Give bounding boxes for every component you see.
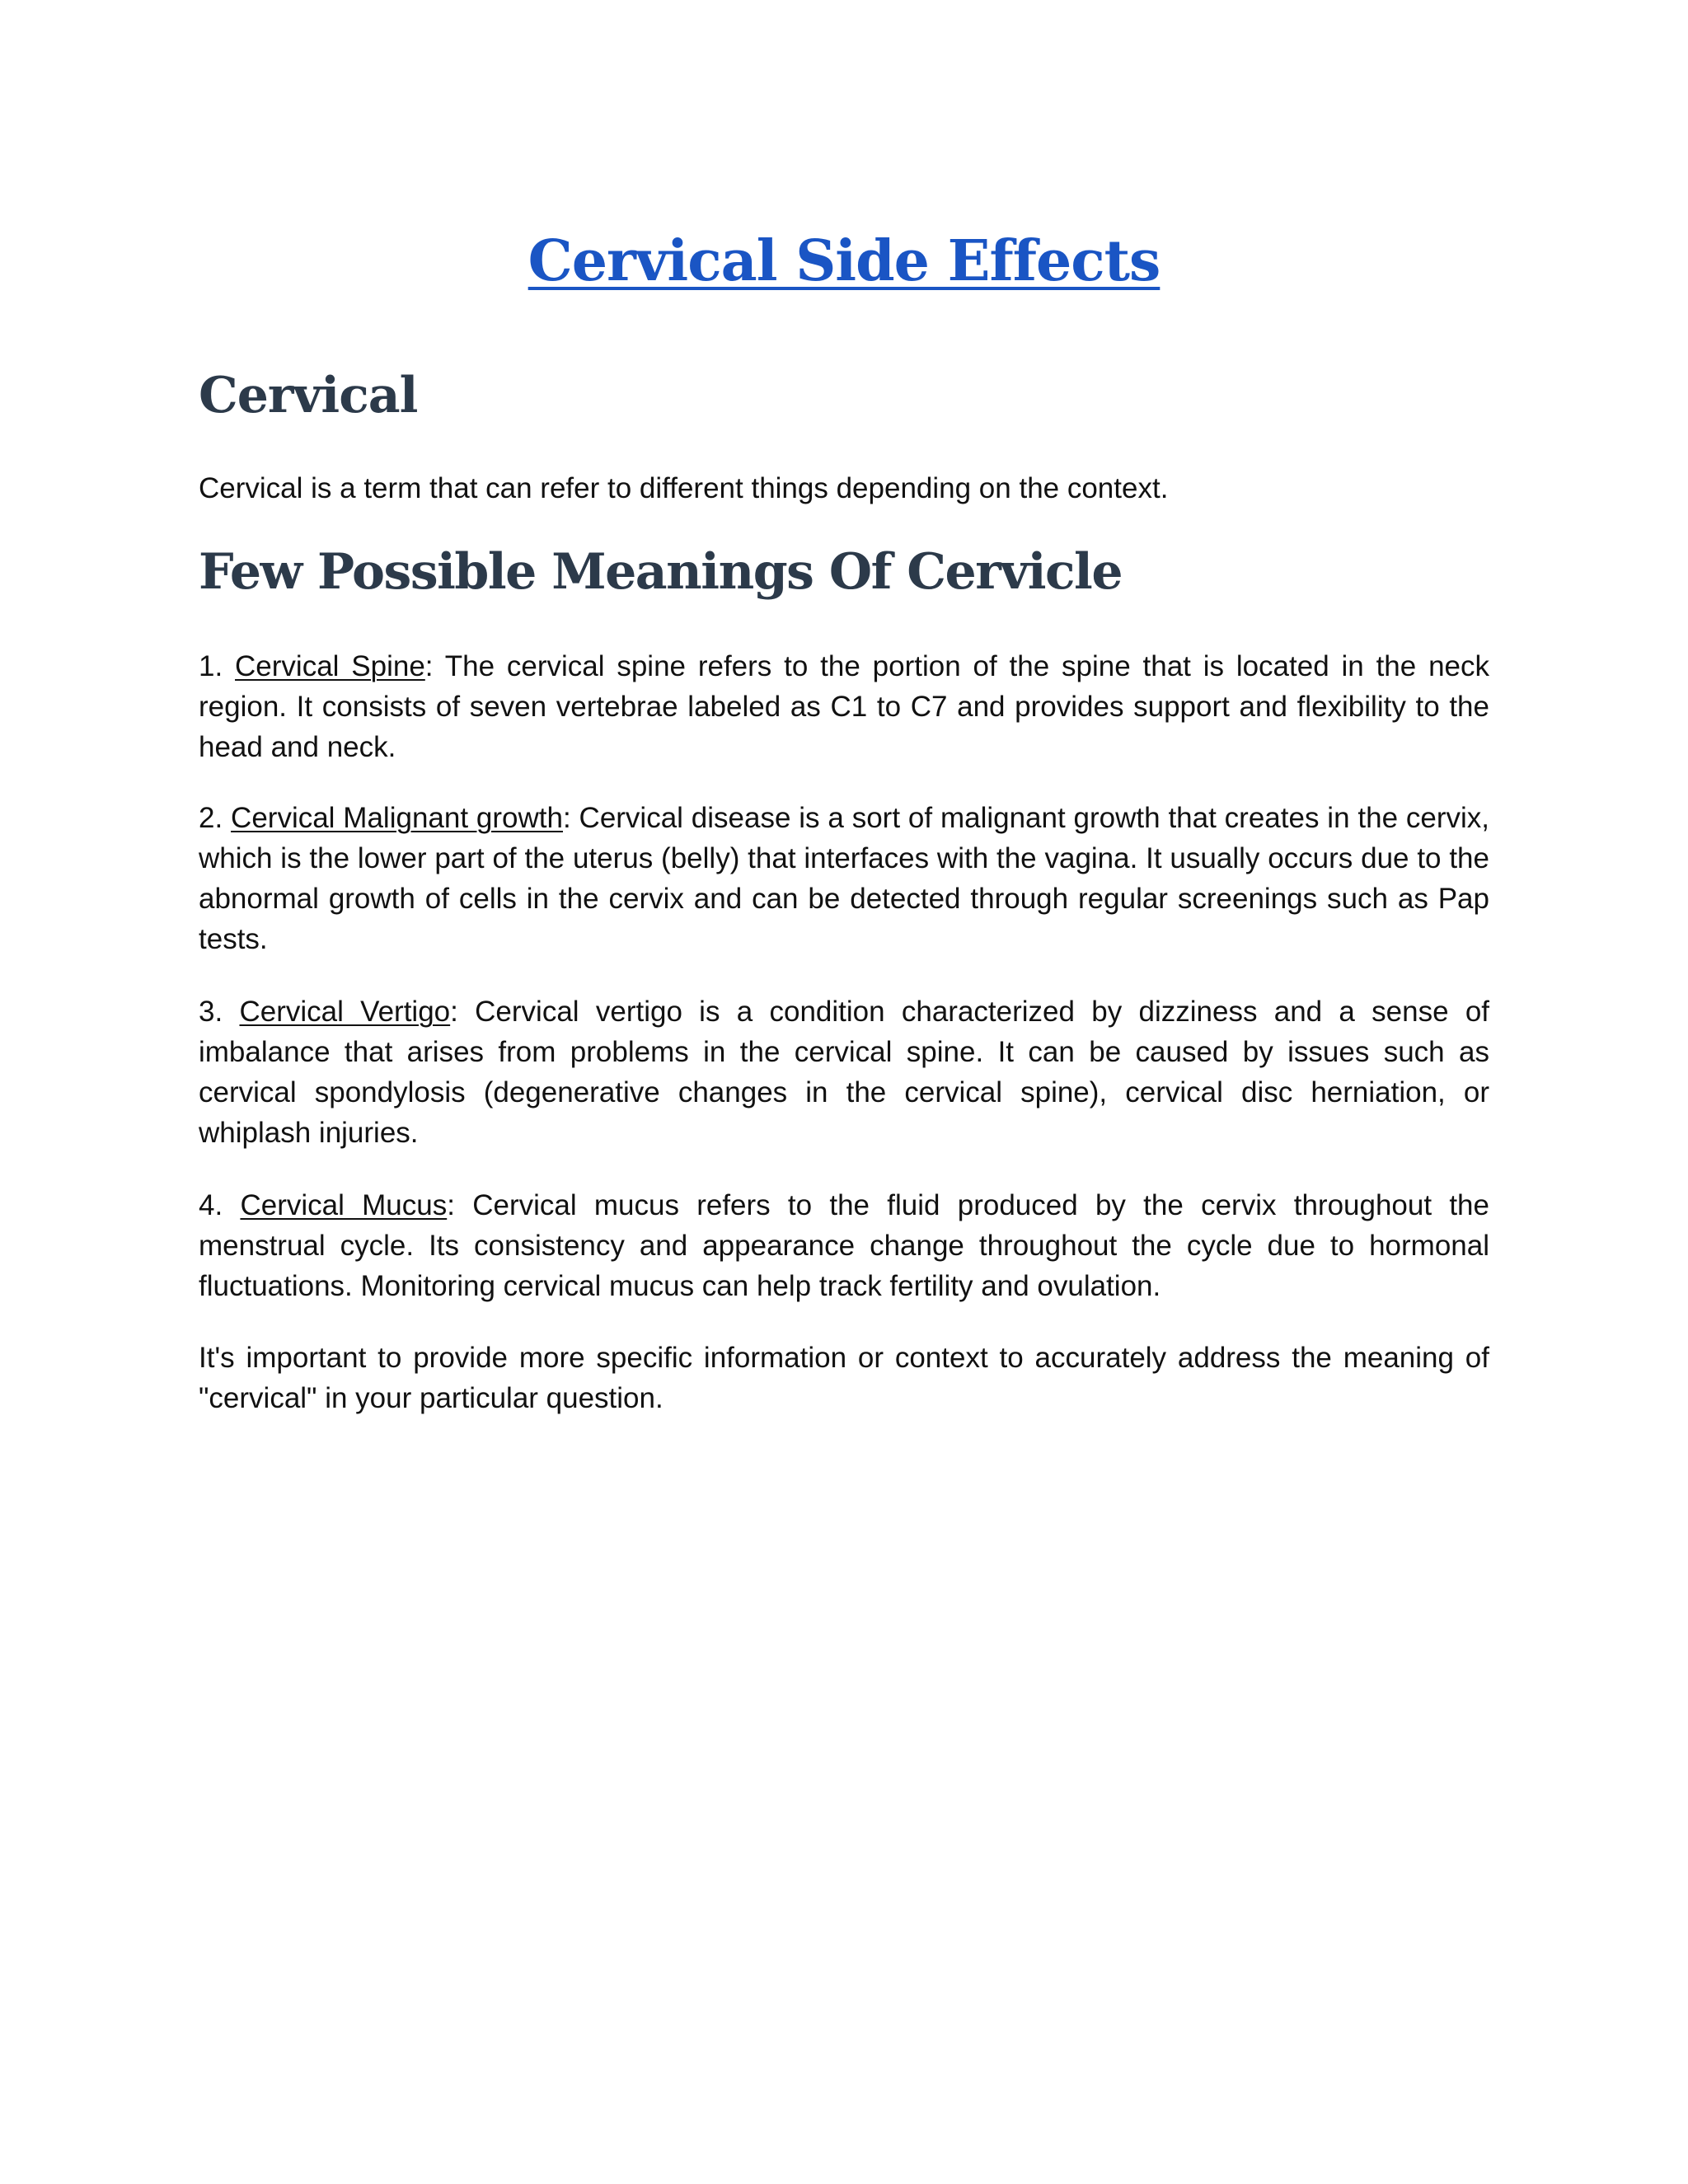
page-title xyxy=(199,224,1489,298)
list-item-cervical-malignant-growth xyxy=(199,798,1489,959)
intro-paragraph: Cervical is a term that can refer to different things depending on the context. xyxy=(199,472,1169,504)
list-item-number: 1. xyxy=(199,650,236,682)
list-item-number: 2. xyxy=(199,802,232,834)
list-item-number: 4. xyxy=(199,1189,241,1221)
list-item-cervical-spine xyxy=(199,646,1489,767)
closing-paragraph: It's important to provide more specific information or context to accurately address the meaning of "cervical" in your particular question. xyxy=(199,1342,1489,1414)
list-item-number: 3. xyxy=(199,996,240,1028)
list-item-text: : Cervical mucus refers to the fluid produced by the cervix throughout the menstrual cycle. Its consistency and appearance change throughout the cycle due to hormonal fluctuations. Monitoring cervical mucus can help track fertility and ovulation. xyxy=(199,1189,1489,1302)
heading-cervical: Cervical xyxy=(199,367,418,424)
title-link[interactable]: Cervical Side Effects xyxy=(528,228,1160,294)
list-item-term: Cervical Vertigo xyxy=(239,996,451,1028)
list-item-cervical-vertigo xyxy=(199,991,1489,1153)
list-item-term: Cervical Malignant growth xyxy=(231,802,563,834)
list-item-term: Cervical Spine xyxy=(235,650,425,682)
list-item-text: : The cervical spine refers to the portion of the spine that is located in the neck region. It consists of seven vertebrae labeled as C1 to C7 and provides support and flexibility to the head and neck. xyxy=(199,650,1490,763)
heading-possible-meanings: Few Possible Meanings Of Cervicle xyxy=(199,543,1123,601)
list-item-cervical-mucus xyxy=(199,1185,1489,1306)
list-item-text: : Cervical vertigo is a condition characterized by dizziness and a sense of imbalance that arises from problems in the cervical spine. It can be caused by issues such as cervical spondylosis (degenerative changes in the cervical spine), cervical disc herniation, or whiplash injuries. xyxy=(199,996,1490,1149)
list-item-term: Cervical Mucus xyxy=(240,1189,448,1221)
list-item-text: : Cervical disease is a sort of malignant growth that creates in the cervix, which is the lower part of the uterus (belly) that interfaces with the vagina. It usually occurs due to the abnormal growth of cells in the cervix and can be detected through regular screenings such as Pap tests. xyxy=(199,802,1489,955)
